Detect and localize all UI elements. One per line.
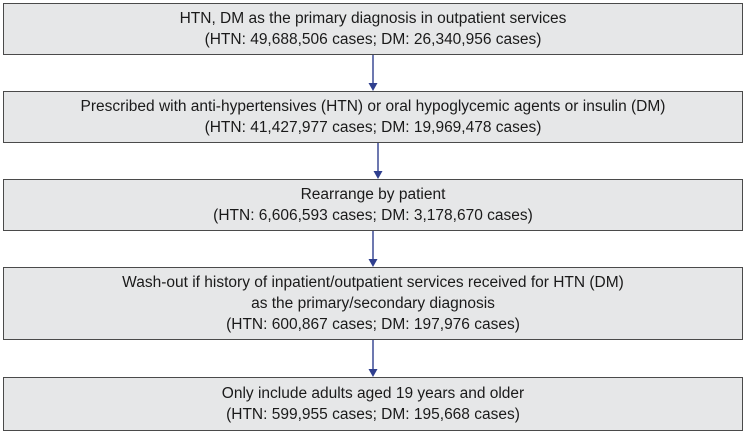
step-4-box xyxy=(3,267,743,340)
arrow-2-to-3 xyxy=(374,143,383,179)
step-4-title-cont: as the primary/secondary diagnosis xyxy=(251,295,495,312)
step-3-box xyxy=(3,179,743,231)
arrow-1-to-2 xyxy=(369,55,378,91)
arrow-4-to-5 xyxy=(369,340,378,377)
step-5-box xyxy=(3,377,743,431)
step-2-box xyxy=(3,91,743,143)
step-4-counts: (HTN: 600,867 cases; DM: 197,976 cases) xyxy=(226,316,520,333)
step-1-box xyxy=(3,3,743,55)
step-1-counts: (HTN: 49,688,506 cases; DM: 26,340,956 cases) xyxy=(204,31,542,48)
step-3-title: Rearrange by patient xyxy=(300,186,446,203)
step-3-counts: (HTN: 6,606,593 cases; DM: 3,178,670 cases) xyxy=(213,207,533,224)
step-5-counts: (HTN: 599,955 cases; DM: 195,668 cases) xyxy=(226,406,520,423)
step-5-title: Only include adults aged 19 years and older xyxy=(221,385,525,402)
step-2-counts: (HTN: 41,427,977 cases; DM: 19,969,478 cases) xyxy=(204,119,542,136)
arrow-3-to-4 xyxy=(369,231,378,267)
step-1-title: HTN, DM as the primary diagnosis in outpatient services xyxy=(179,10,567,27)
step-4-title: Wash-out if history of inpatient/outpatient services received for HTN (DM) xyxy=(122,274,624,291)
step-2-title: Prescribed with anti-hypertensives (HTN) or oral hypoglycemic agents or insulin (DM) xyxy=(80,98,666,115)
